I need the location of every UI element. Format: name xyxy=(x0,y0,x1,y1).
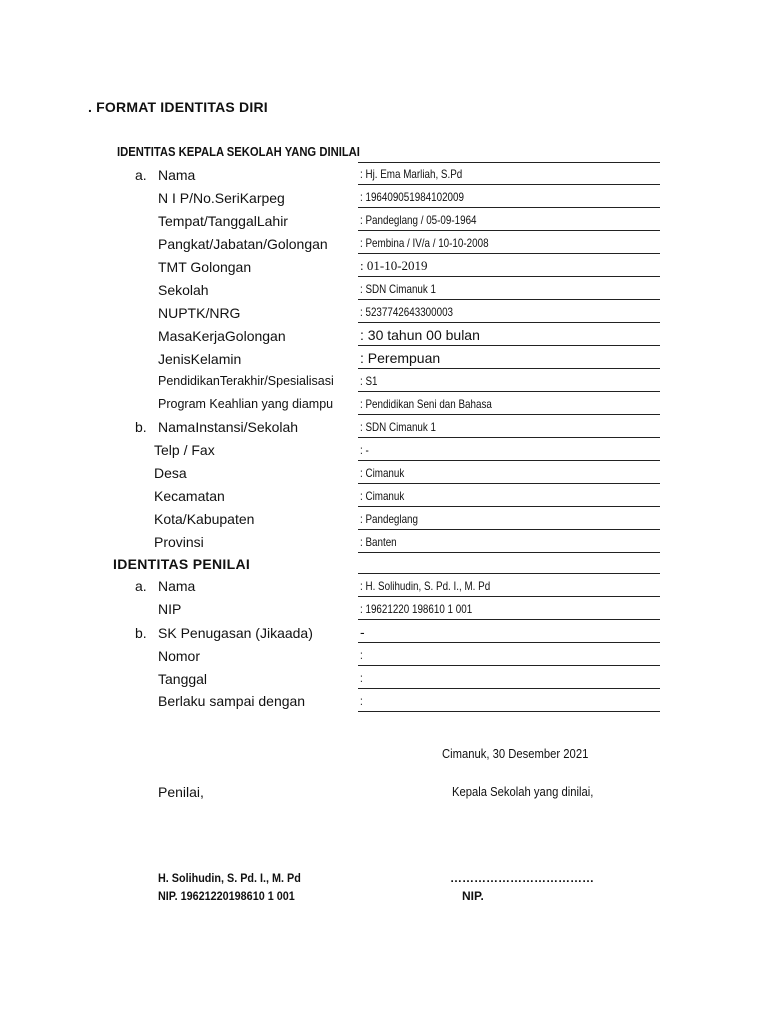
kepala-heading xyxy=(117,145,387,159)
signer-left-role: Penilai, xyxy=(158,784,204,800)
field-label: Kota/Kabupaten xyxy=(154,511,255,527)
field-value: : 19621220 198610 1 001 xyxy=(358,600,660,620)
field-value: : Banten xyxy=(358,533,660,553)
penilai-heading-underline xyxy=(358,573,660,574)
signer-right-nip: NIP. xyxy=(462,889,484,903)
field-label: MasaKerjaGolongan xyxy=(158,328,286,344)
field-label: NUPTK/NRG xyxy=(158,305,241,321)
signer-left-name: H. Solihudin, S. Pd. I., M. Pd xyxy=(158,871,301,885)
field-value: - xyxy=(358,623,660,643)
field-label: Sekolah xyxy=(158,282,209,298)
field-label: Telp / Fax xyxy=(154,442,215,458)
field-value: : - xyxy=(358,441,660,461)
field-value: : Hj. Ema Marliah, S.Pd xyxy=(358,165,660,185)
signer-right-role: Kepala Sekolah yang dinilai, xyxy=(452,785,594,799)
field-label: Nama xyxy=(158,578,196,594)
signer-left-nip: NIP. 19621220198610 1 001 xyxy=(158,889,295,903)
field-value: : 30 tahun 00 bulan xyxy=(358,326,660,346)
row-marker: b. xyxy=(135,419,147,435)
field-value: : Cimanuk xyxy=(358,487,660,507)
field-value: : H. Solihudin, S. Pd. I., M. Pd xyxy=(358,577,660,597)
field-label: NIP xyxy=(158,601,182,617)
field-label: Provinsi xyxy=(154,534,204,550)
field-label: Desa xyxy=(154,465,187,481)
field-value: : Pandeglang xyxy=(358,510,660,530)
field-label: Program Keahlian yang diampu xyxy=(158,397,334,411)
field-value: : 01-10-2019 xyxy=(358,257,660,277)
field-label: Nama xyxy=(158,167,196,183)
field-label: N I P/No.SeriKarpeg xyxy=(158,190,285,206)
field-value: : Perempuan xyxy=(358,349,660,369)
row-marker: a. xyxy=(135,578,147,594)
field-value: : Pendidikan Seni dan Bahasa xyxy=(358,395,660,415)
field-label: Tempat/TanggalLahir xyxy=(158,213,288,229)
signer-right-name: ……………………………… xyxy=(450,871,594,885)
field-label: PendidikanTerakhir/Spesialisasi xyxy=(158,374,334,388)
place-date: Cimanuk, 30 Desember 2021 xyxy=(442,747,589,761)
field-value: : SDN Cimanuk 1 xyxy=(358,418,660,438)
field-value: : 5237742643300003 xyxy=(358,303,660,323)
field-label: SK Penugasan (Jikaada) xyxy=(158,625,313,641)
field-value: : Pandeglang / 05-09-1964 xyxy=(358,211,660,231)
field-label: Berlaku sampai dengan xyxy=(158,693,306,709)
field-label: TMT Golongan xyxy=(158,259,252,275)
field-value: : 196409051984102009 xyxy=(358,188,660,208)
field-value: : S1 xyxy=(358,372,660,392)
field-value: : SDN Cimanuk 1 xyxy=(358,280,660,300)
document-title: . FORMAT IDENTITAS DIRI xyxy=(88,99,268,115)
field-label: NamaInstansi/Sekolah xyxy=(158,419,299,435)
field-label: JenisKelamin xyxy=(158,351,242,367)
penilai-heading: IDENTITAS PENILAI xyxy=(113,556,251,572)
kepala-heading-underline xyxy=(358,162,660,163)
field-value: : xyxy=(358,669,660,689)
row-marker: a. xyxy=(135,167,147,183)
kepala-heading-text: IDENTITAS KEPALA SEKOLAH YANG DINILAI xyxy=(117,145,360,159)
field-value: : xyxy=(358,692,660,712)
field-label: Nomor xyxy=(158,648,201,664)
field-label: Kecamatan xyxy=(154,488,225,504)
field-label: Tanggal xyxy=(158,671,208,687)
field-label: Pangkat/Jabatan/Golongan xyxy=(158,236,328,252)
row-marker: b. xyxy=(135,625,147,641)
field-value: : Pembina / IV/a / 10-10-2008 xyxy=(358,234,660,254)
field-value: : Cimanuk xyxy=(358,464,660,484)
field-value: : xyxy=(358,646,660,666)
